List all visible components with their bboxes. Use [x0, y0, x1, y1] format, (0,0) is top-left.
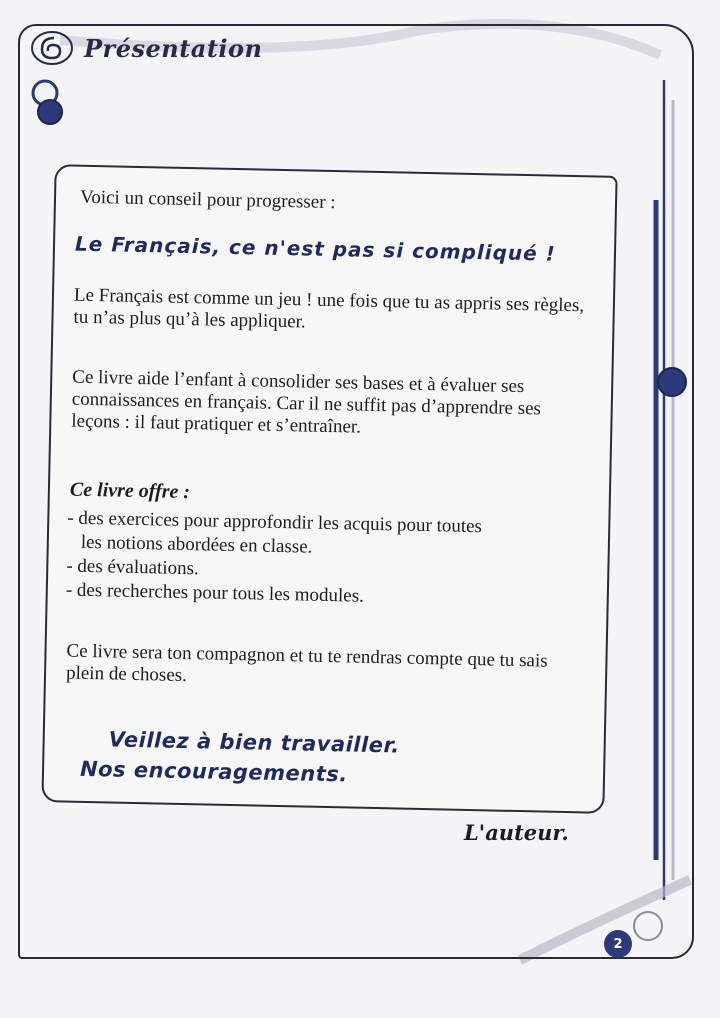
offer-item: - des recherches pour tous les modules. — [65, 579, 365, 607]
offer-item: - des évaluations. — [66, 555, 199, 580]
spiral-logo-icon — [30, 28, 80, 68]
page-number-badge: 2 — [604, 930, 632, 958]
offer-heading: Ce livre offre : — [69, 478, 191, 504]
motto-heading: Le Français, ce n'est pas si compliqué ! — [74, 231, 557, 266]
paragraph-game: Le Français est comme un jeu ! une fois que tu as appris ses règles, tu n’as plus qu’à les appliquer. — [73, 284, 585, 333]
closing-line: Nos encouragements. — [79, 756, 349, 787]
advice-box — [41, 164, 617, 814]
offer-item-continuation: les notions abordées en classe. — [80, 531, 313, 558]
offer-item: - des exercices pour approfondir les acquis pour toutes — [67, 507, 483, 538]
paragraph-book-purpose: Ce livre aide l’enfant à consolider ses bases et à évaluer ses connaissances en français. Car il ne suffit pas d’apprendre ses leçons : il faut pratiquer et s’entraîner. — [71, 366, 542, 438]
closing-line: Veillez à bien travailler. — [108, 727, 401, 758]
page-title: Présentation — [84, 34, 263, 63]
offer-list — [66, 507, 483, 612]
intro-text: Voici un conseil pour progresser : — [79, 186, 336, 214]
author-signature: L'auteur. — [464, 820, 569, 845]
paragraph-companion: Ce livre sera ton compagnon et tu te rendras compte que tu sais plein de choses. — [65, 640, 548, 687]
